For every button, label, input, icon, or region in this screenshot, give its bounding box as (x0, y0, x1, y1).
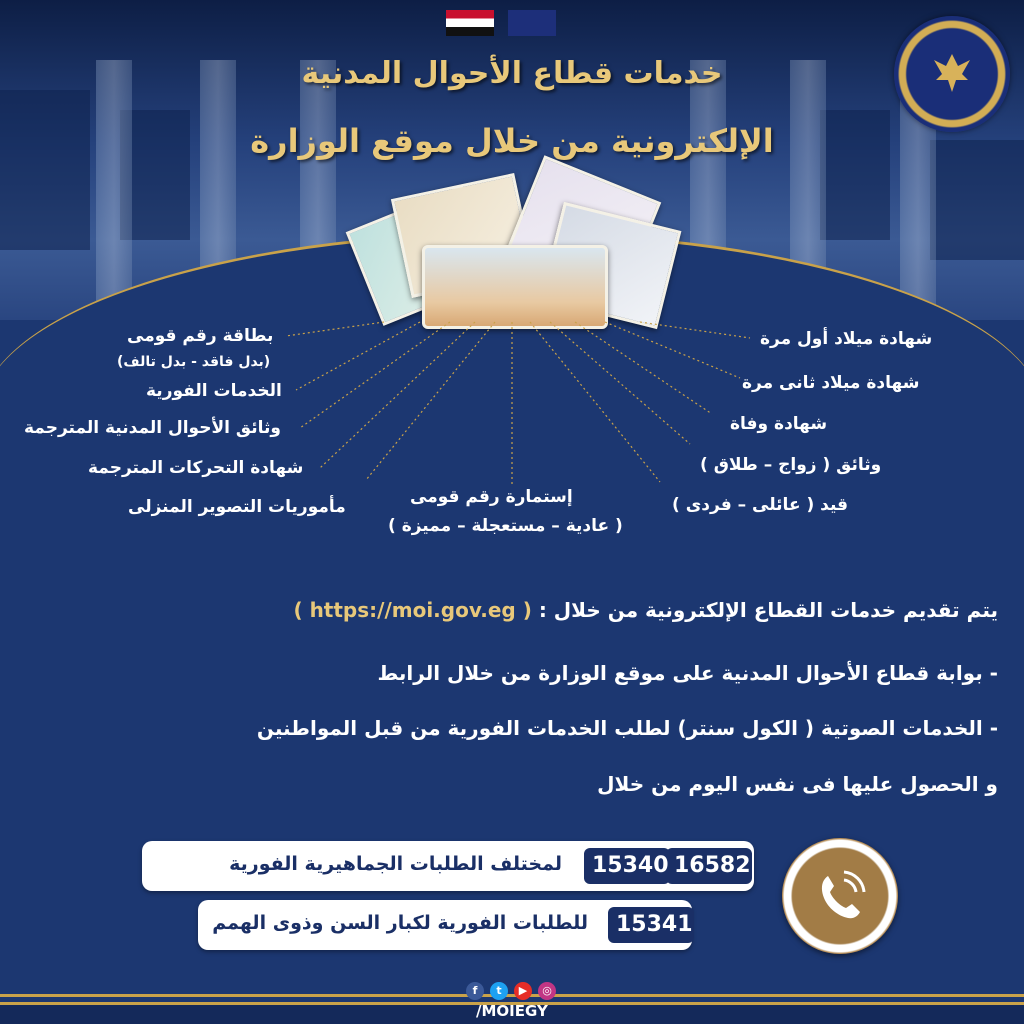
phone-icon (810, 866, 870, 926)
info-point-portal: - بوابة قطاع الأحوال المدنية على موقع الوزارة من خلال الرابط (377, 661, 998, 685)
page-title: خدمات قطاع الأحوال المدنية (301, 56, 723, 91)
egypt-flag-icon (446, 10, 494, 36)
service-family-registry: قيد ( عائلى – فردى ) (672, 495, 849, 515)
hotline-number-16582[interactable]: 16582 (666, 848, 752, 884)
documents-illustration (340, 165, 680, 325)
hotline-general (142, 841, 754, 891)
hotline-elderly (198, 900, 692, 950)
phone-badge (782, 838, 898, 954)
youtube-icon[interactable]: ▶ (514, 982, 532, 1000)
service-home-photography: مأموريات التصوير المنزلى (128, 497, 346, 517)
hotline-number-15341[interactable]: 15341 (608, 907, 694, 943)
service-death-certificate: شهادة وفاة (730, 414, 828, 434)
service-first-birth-certificate: شهادة ميلاد أول مرة (760, 329, 933, 349)
info-point-same-day: و الحصول عليها فى نفس اليوم من خلال (597, 772, 998, 796)
hotline-elderly-label: للطلبات الفورية لكبار السن وذوى الهمم (212, 912, 588, 934)
instagram-icon[interactable]: ◎ (538, 982, 556, 1000)
info-intro-line (293, 598, 998, 622)
service-national-id-form: إستمارة رقم قومى (410, 487, 573, 507)
info-intro-text: يتم تقديم خدمات القطاع الإلكترونية من خلال : (538, 598, 998, 622)
info-point-call-center: - الخدمات الصوتية ( الكول سنتر) لطلب الخدمات الفورية من قبل المواطنين (256, 716, 998, 740)
service-instant-services: الخدمات الفورية (146, 381, 282, 401)
hotline-general-label: لمختلف الطلبات الجماهيرية الفورية (229, 853, 562, 875)
service-national-id-note: (بدل فاقد - بدل تالف) (117, 354, 271, 370)
ministry-flag-icon (508, 10, 556, 36)
page-subtitle: الإلكترونية من خلال موقع الوزارة (250, 122, 774, 160)
service-second-birth-certificate: شهادة ميلاد ثانى مرة (742, 373, 920, 393)
twitter-icon[interactable]: t (490, 982, 508, 1000)
social-handle[interactable]: /MOIEGY (476, 1002, 548, 1020)
service-national-id-card: بطاقة رقم قومى (127, 326, 274, 346)
moi-website-link[interactable]: ( https://moi.gov.eg ) (293, 598, 532, 622)
service-marriage-divorce-documents: وثائق ( زواج – طلاق ) (700, 455, 882, 475)
hotline-number-15340[interactable]: 15340 (584, 848, 670, 884)
service-translated-movements: شهادة التحركات المترجمة (88, 458, 304, 478)
facebook-icon[interactable]: f (466, 982, 484, 1000)
service-translated-documents: وثائق الأحوال المدنية المترجمة (24, 418, 281, 438)
service-national-id-form-types: ( عادية – مستعجلة – مميزة ) (388, 516, 623, 536)
